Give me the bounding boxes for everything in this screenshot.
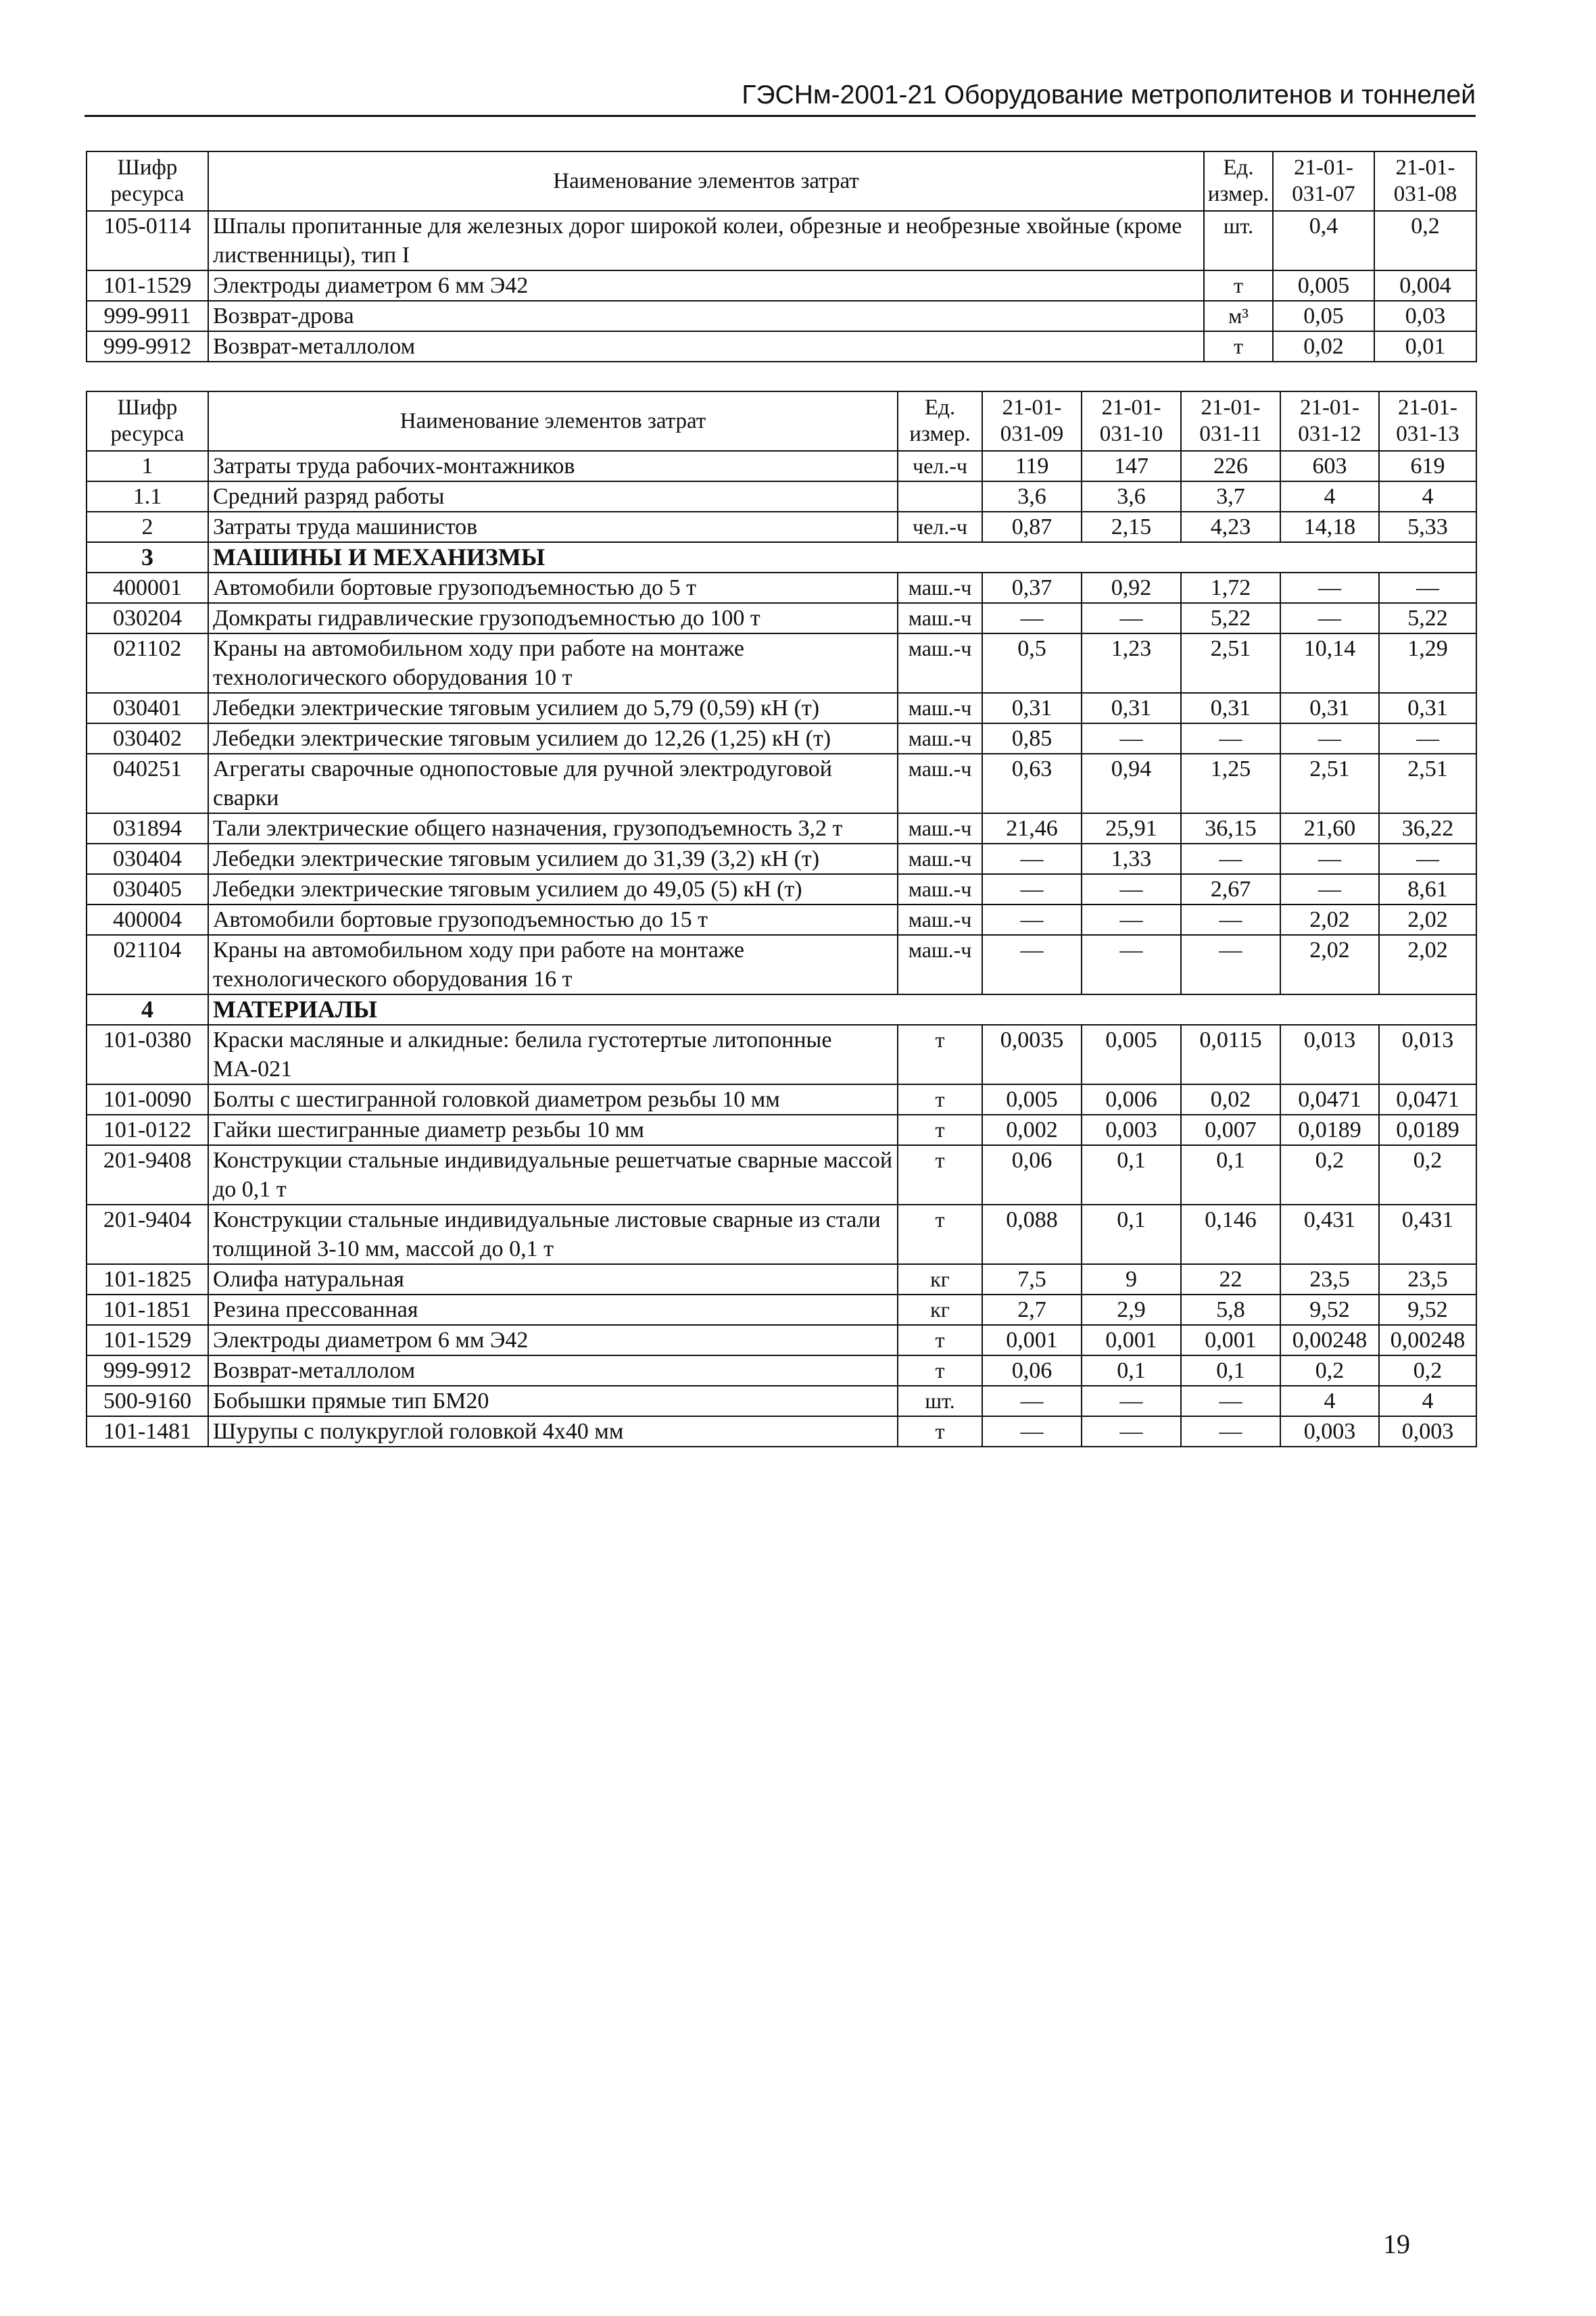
value-cell: — [1280,844,1379,874]
value-cell: 0,088 [982,1205,1082,1264]
value-cell: 0,002 [982,1115,1082,1145]
resource-code: 1 [87,451,208,481]
table-row [87,451,1476,481]
unit-cell: т [898,1325,982,1355]
col-header-name: Наименование элементов затрат [208,391,898,451]
resource-table-2 [86,391,1477,1447]
resource-code: 1.1 [87,481,208,512]
value-cell: — [982,904,1082,935]
col-header-value: 21-01-031-11 [1181,391,1280,451]
unit-cell: м³ [1204,301,1273,331]
value-cell: 0,0115 [1181,1025,1280,1084]
unit-cell: маш.-ч [898,754,982,813]
resource-name: Возврат-дрова [208,301,1204,331]
unit-cell: т [1204,331,1273,362]
unit-cell: маш.-ч [898,935,982,994]
value-cell: 0,94 [1082,754,1181,813]
value-cell: — [982,1386,1082,1416]
unit-cell: чел.-ч [898,451,982,481]
value-cell: 0,003 [1379,1416,1476,1447]
table-row [87,1264,1476,1295]
unit-cell: маш.-ч [898,603,982,633]
value-cell: 23,5 [1379,1264,1476,1295]
resource-name: Краны на автомобильном ходу при работе на монтаже технологического оборудования 10 т [208,633,898,693]
table-row [87,1355,1476,1386]
resource-name: Тали электрические общего назначения, грузоподъемность 3,2 т [208,813,898,844]
resource-code: 101-0090 [87,1084,208,1115]
value-cell: 0,2 [1379,1145,1476,1205]
value-cell: 0,02 [1181,1084,1280,1115]
col-header-value: 21-01-031-09 [982,391,1082,451]
resource-name: Болты с шестигранной головкой диаметром резьбы 10 мм [208,1084,898,1115]
table-row [87,211,1476,270]
value-cell: 0,31 [1082,693,1181,723]
resource-code: 030405 [87,874,208,904]
unit-cell: шт. [1204,211,1273,270]
resource-code: 030401 [87,693,208,723]
value-cell: 4 [1379,1386,1476,1416]
value-cell: 0,431 [1379,1205,1476,1264]
table-row [87,813,1476,844]
value-cell: — [982,844,1082,874]
value-cell: 2,51 [1280,754,1379,813]
table-row [87,512,1476,542]
value-cell: 0,2 [1379,1355,1476,1386]
resource-code: 101-0380 [87,1025,208,1084]
table-row [87,1386,1476,1416]
unit-cell: т [898,1145,982,1205]
resource-code: 040251 [87,754,208,813]
value-cell: 2,02 [1379,935,1476,994]
value-cell: 0,0471 [1280,1084,1379,1115]
value-cell: 0,013 [1379,1025,1476,1084]
resource-code: 400001 [87,573,208,603]
resource-code: 3 [87,542,208,573]
resource-code: 2 [87,512,208,542]
resource-code: 101-1851 [87,1295,208,1325]
resource-name: Автомобили бортовые грузоподъемностью до 15 т [208,904,898,935]
resource-code: 4 [87,994,208,1025]
value-cell: 5,22 [1379,603,1476,633]
unit-cell: кг [898,1264,982,1295]
value-cell: — [1082,723,1181,754]
value-cell: — [1082,874,1181,904]
value-cell: — [982,935,1082,994]
value-cell: 0,00248 [1280,1325,1379,1355]
resource-name: Агрегаты сварочные однопостовые для ручной электродуговой сварки [208,754,898,813]
resource-name: Конструкции стальные индивидуальные решетчатые сварные массой до 0,1 т [208,1145,898,1205]
value-cell: 0,005 [1273,270,1374,301]
value-cell: 2,9 [1082,1295,1181,1325]
value-cell: 3,6 [1082,481,1181,512]
resource-code: 101-1825 [87,1264,208,1295]
page-number: 19 [1383,2229,1410,2259]
col-header-code: Шифр ресурса [87,151,208,211]
value-cell: — [1379,844,1476,874]
header-title: ГЭСНм-2001-21 Оборудование метрополитенов и тоннелей [742,80,1476,110]
section-row [87,542,1476,573]
value-cell: 2,02 [1280,935,1379,994]
table-row [87,1205,1476,1264]
value-cell: 0,1 [1082,1205,1181,1264]
unit-cell: т [898,1115,982,1145]
value-cell: 0,431 [1280,1205,1379,1264]
unit-cell: т [898,1355,982,1386]
resource-code: 201-9404 [87,1205,208,1264]
value-cell: 14,18 [1280,512,1379,542]
resource-name: Бобышки прямые тип БМ20 [208,1386,898,1416]
value-cell: — [982,874,1082,904]
value-cell: 2,15 [1082,512,1181,542]
resource-name: Олифа натуральная [208,1264,898,1295]
resource-name: Краски масляные и алкидные: белила густотертые литопонные МА-021 [208,1025,898,1084]
running-header [84,76,1476,117]
value-cell: 2,7 [982,1295,1082,1325]
unit-cell: т [1204,270,1273,301]
unit-cell: маш.-ч [898,813,982,844]
unit-cell: т [898,1025,982,1084]
resource-name: Автомобили бортовые грузоподъемностью до 5 т [208,573,898,603]
resource-code: 500-9160 [87,1386,208,1416]
table-row [87,723,1476,754]
resource-name: Лебедки электрические тяговым усилием до 5,79 (0,59) кН (т) [208,693,898,723]
resource-name: Шурупы с полукруглой головкой 4х40 мм [208,1416,898,1447]
table-row [87,603,1476,633]
value-cell: 36,22 [1379,813,1476,844]
value-cell: 0,005 [1082,1025,1181,1084]
resource-code: 101-1529 [87,1325,208,1355]
value-cell: — [1181,1386,1280,1416]
col-header-value: 21-01-031-08 [1374,151,1476,211]
value-cell: 0,1 [1181,1145,1280,1205]
unit-cell: маш.-ч [898,723,982,754]
col-header-unit: Ед. измер. [898,391,982,451]
value-cell: 4 [1280,481,1379,512]
resource-code: 030204 [87,603,208,633]
value-cell: — [1181,935,1280,994]
value-cell: 0,007 [1181,1115,1280,1145]
value-cell: 0,06 [982,1145,1082,1205]
value-cell: 23,5 [1280,1264,1379,1295]
table-row [87,904,1476,935]
resource-name: Возврат-металлолом [208,1355,898,1386]
value-cell: 1,25 [1181,754,1280,813]
value-cell: 0,001 [1181,1325,1280,1355]
col-header-value: 21-01-031-13 [1379,391,1476,451]
col-header-name: Наименование элементов затрат [208,151,1204,211]
unit-cell: маш.-ч [898,573,982,603]
value-cell: 3,6 [982,481,1082,512]
value-cell: 0,003 [1082,1115,1181,1145]
resource-name: Электроды диаметром 6 мм Э42 [208,1325,898,1355]
resource-name: Конструкции стальные индивидуальные листовые сварные из стали толщиной 3-10 мм, массой до 0,1 т [208,1205,898,1264]
section-title: МАШИНЫ И МЕХАНИЗМЫ [208,542,1476,573]
unit-cell: маш.-ч [898,633,982,693]
table-row [87,331,1476,362]
resource-name: Средний разряд работы [208,481,898,512]
value-cell: 5,8 [1181,1295,1280,1325]
value-cell: — [1181,844,1280,874]
table-row [87,633,1476,693]
value-cell: 0,0471 [1379,1084,1476,1115]
value-cell: — [1082,603,1181,633]
value-cell: 36,15 [1181,813,1280,844]
resource-code: 999-9911 [87,301,208,331]
value-cell: 5,33 [1379,512,1476,542]
value-cell: 2,02 [1280,904,1379,935]
resource-code: 021104 [87,935,208,994]
value-cell: 0,005 [982,1084,1082,1115]
table-row [87,874,1476,904]
value-cell: 0,001 [982,1325,1082,1355]
value-cell: 0,146 [1181,1205,1280,1264]
value-cell: 10,14 [1280,633,1379,693]
value-cell: — [1181,904,1280,935]
value-cell: 0,06 [982,1355,1082,1386]
value-cell: 1,72 [1181,573,1280,603]
value-cell: — [1082,1386,1181,1416]
value-cell: 21,46 [982,813,1082,844]
value-cell: 4 [1280,1386,1379,1416]
value-cell: 0,4 [1273,211,1374,270]
table-row [87,481,1476,512]
value-cell: 0,013 [1280,1025,1379,1084]
value-cell: — [1280,573,1379,603]
resource-name: Домкраты гидравлические грузоподъемностью до 100 т [208,603,898,633]
value-cell: 0,0189 [1379,1115,1476,1145]
resource-table-1 [86,151,1477,362]
value-cell: 0,63 [982,754,1082,813]
resource-code: 105-0114 [87,211,208,270]
value-cell: 0,0035 [982,1025,1082,1084]
value-cell: 9,52 [1379,1295,1476,1325]
resource-name: Резина прессованная [208,1295,898,1325]
value-cell: 0,1 [1181,1355,1280,1386]
value-cell: — [1379,723,1476,754]
resource-code: 999-9912 [87,331,208,362]
resource-code: 021102 [87,633,208,693]
table-header-row [87,391,1476,451]
table-row [87,1295,1476,1325]
value-cell: 0,37 [982,573,1082,603]
value-cell: — [1181,723,1280,754]
unit-cell: т [898,1084,982,1115]
value-cell: 0,02 [1273,331,1374,362]
resource-code: 030402 [87,723,208,754]
value-cell: 9 [1082,1264,1181,1295]
unit-cell [898,481,982,512]
unit-cell: кг [898,1295,982,1325]
unit-cell: маш.-ч [898,874,982,904]
value-cell: 0,0189 [1280,1115,1379,1145]
col-header-value: 21-01-031-12 [1280,391,1379,451]
resource-code: 101-0122 [87,1115,208,1145]
table-row [87,1025,1476,1084]
table-row [87,301,1476,331]
value-cell: 1,23 [1082,633,1181,693]
value-cell: 0,2 [1374,211,1476,270]
value-cell: 8,61 [1379,874,1476,904]
value-cell: 3,7 [1181,481,1280,512]
value-cell: 5,22 [1181,603,1280,633]
value-cell: 1,33 [1082,844,1181,874]
value-cell: 0,01 [1374,331,1476,362]
value-cell: 0,006 [1082,1084,1181,1115]
value-cell: 0,1 [1082,1355,1181,1386]
table-row [87,1145,1476,1205]
resource-name: Шпалы пропитанные для железных дорог широкой колеи, обрезные и необрезные хвойные (кроме лиственницы), тип I [208,211,1204,270]
resource-name: Затраты труда машинистов [208,512,898,542]
unit-cell: маш.-ч [898,693,982,723]
value-cell: 4 [1379,481,1476,512]
value-cell: 21,60 [1280,813,1379,844]
resource-code: 030404 [87,844,208,874]
section-row [87,994,1476,1025]
value-cell: 147 [1082,451,1181,481]
value-cell: — [1379,573,1476,603]
resource-name: Лебедки электрические тяговым усилием до 31,39 (3,2) кН (т) [208,844,898,874]
value-cell: — [1181,1416,1280,1447]
value-cell: 2,67 [1181,874,1280,904]
value-cell: 603 [1280,451,1379,481]
value-cell: 0,92 [1082,573,1181,603]
value-cell: 226 [1181,451,1280,481]
value-cell: 0,31 [1379,693,1476,723]
col-header-code: Шифр ресурса [87,391,208,451]
value-cell: 0,31 [1280,693,1379,723]
resource-name: Лебедки электрические тяговым усилием до 49,05 (5) кН (т) [208,874,898,904]
table-row [87,1416,1476,1447]
section-title: МАТЕРИАЛЫ [208,994,1476,1025]
resource-name: Лебедки электрические тяговым усилием до 12,26 (1,25) кН (т) [208,723,898,754]
table-row [87,1325,1476,1355]
unit-cell: т [898,1205,982,1264]
table-row [87,844,1476,874]
unit-cell: шт. [898,1386,982,1416]
value-cell: 0,001 [1082,1325,1181,1355]
value-cell: 0,004 [1374,270,1476,301]
value-cell: 0,31 [982,693,1082,723]
table-row [87,270,1476,301]
value-cell: 9,52 [1280,1295,1379,1325]
value-cell: 2,02 [1379,904,1476,935]
value-cell: 2,51 [1379,754,1476,813]
value-cell: 0,2 [1280,1355,1379,1386]
resource-name: Гайки шестигранные диаметр резьбы 10 мм [208,1115,898,1145]
resource-code: 201-9408 [87,1145,208,1205]
value-cell: 0,87 [982,512,1082,542]
value-cell: 25,91 [1082,813,1181,844]
value-cell: 0,2 [1280,1145,1379,1205]
table-row [87,935,1476,994]
table-row [87,1115,1476,1145]
value-cell: — [1280,603,1379,633]
resource-name: Электроды диаметром 6 мм Э42 [208,270,1204,301]
table-row [87,1084,1476,1115]
value-cell: 0,5 [982,633,1082,693]
table-row [87,754,1476,813]
col-header-unit: Ед. измер. [1204,151,1273,211]
value-cell: 22 [1181,1264,1280,1295]
value-cell: 1,29 [1379,633,1476,693]
resource-code: 999-9912 [87,1355,208,1386]
value-cell: 2,51 [1181,633,1280,693]
value-cell: 0,85 [982,723,1082,754]
value-cell: — [1082,1416,1181,1447]
resource-name: Затраты труда рабочих-монтажников [208,451,898,481]
unit-cell: маш.-ч [898,844,982,874]
value-cell: 619 [1379,451,1476,481]
value-cell: — [1280,723,1379,754]
unit-cell: чел.-ч [898,512,982,542]
value-cell: 0,31 [1181,693,1280,723]
value-cell: — [1280,874,1379,904]
value-cell: — [1082,935,1181,994]
col-header-value: 21-01-031-07 [1273,151,1374,211]
resource-name: Возврат-металлолом [208,331,1204,362]
resource-name: Краны на автомобильном ходу при работе на монтаже технологического оборудования 16 т [208,935,898,994]
value-cell: 119 [982,451,1082,481]
col-header-value: 21-01-031-10 [1082,391,1181,451]
value-cell: — [1082,904,1181,935]
value-cell: 0,00248 [1379,1325,1476,1355]
value-cell: 0,03 [1374,301,1476,331]
value-cell: 0,1 [1082,1145,1181,1205]
unit-cell: маш.-ч [898,904,982,935]
value-cell: — [982,1416,1082,1447]
value-cell: 0,003 [1280,1416,1379,1447]
resource-code: 101-1529 [87,270,208,301]
table-header-row [87,151,1476,211]
resource-code: 031894 [87,813,208,844]
value-cell: — [982,603,1082,633]
unit-cell: т [898,1416,982,1447]
value-cell: 0,05 [1273,301,1374,331]
resource-code: 101-1481 [87,1416,208,1447]
table-row [87,573,1476,603]
table-row [87,693,1476,723]
value-cell: 4,23 [1181,512,1280,542]
resource-code: 400004 [87,904,208,935]
value-cell: 7,5 [982,1264,1082,1295]
